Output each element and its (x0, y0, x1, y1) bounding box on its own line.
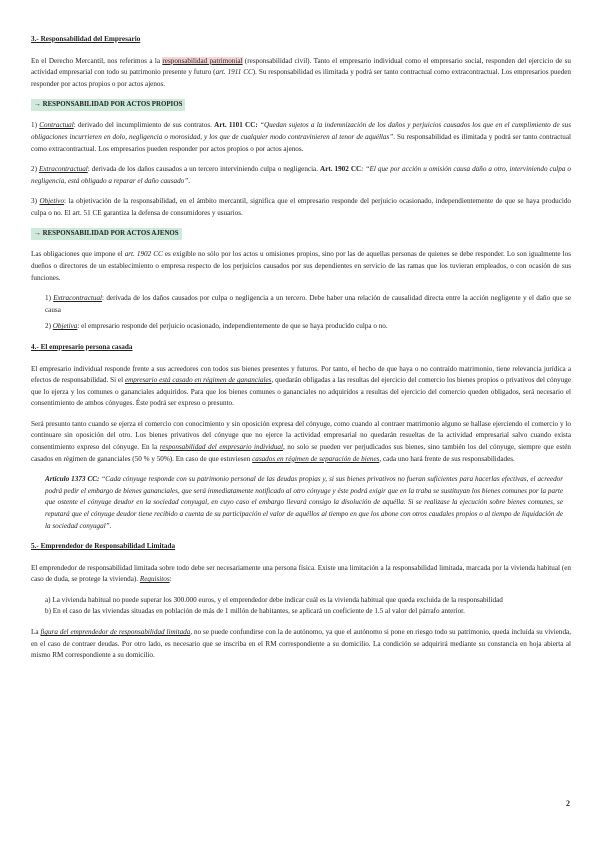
list-item: b) En el caso de las viviendas situadas en población de más de 1 millón de habitantes, se aplicará un coeficiente de 1.5 al valor del párrafo anterior. (45, 607, 465, 616)
document-page (31, 34, 571, 662)
responsabilidad-patrimonial-highlight: responsabilidad patrimonial (162, 56, 243, 65)
section-3-title: 3.- Responsabilidad del Empresario (31, 35, 141, 43)
heading-actos-ajenos: → RESPONSABILIDAD POR ACTOS AJENOS (31, 228, 182, 240)
s3-ajenos-2: 2) Objetiva: el empresario responde del perjuicio ocasionado, independientemente de que se haya producido culpa o no. (45, 322, 388, 331)
s5-para-1: El emprendedor de responsabilidad limitada sobre todo debe ser necesariamente una persona física. Existe una limitación a la responsabilidad limitada, marcada por la vivienda habitual (en caso de duda, se protege la vivienda). Requisitos: (31, 563, 571, 584)
s4-article-1373: Artículo 1373 CC: “Cada cónyuge responde con su patrimonio personal de las deudas propias y, si sus bienes privativos no fueran suficientes para hacerlas efectivas, el acreedor podrá pedir el embargo de bienes gananciales, que será inmediatamente notificado al otro cónyuge y éste podrá exigir que en la traba se sustituyan los bienes comunes por la parte que ostente el cónyuge deudor en la sociedad conyugal, en cuyo caso el embargo llevará consigo la disolución de aquélla. Si se realizase la ejecución sobre bienes comunes, se reputará que el cónyuge deudor tiene recibido a cuenta de su participación el valor de aquéllos al tiempo en que los abone con otros caudales propios o al tiempo de liquidación de la sociedad conyugal”. (45, 475, 563, 530)
s3-propios-2: 2) Extracontractual: derivada de los daños causados a un tercero interviniendo culpa o negligencia. Art. 1902 CC: “El que por acción u omisión causa daño a otro, interviniendo culpa o negligencia, está obligado a reparar el daño causado”. (31, 165, 571, 185)
s5-para-2: La figura del emprendedor de responsabilidad limitada, no se puede confundirse con la de autónomo, ya que el autónomo si pone en riesgo todo su patrimonio, queda incluida su vivienda, en el caso de contraer deudas. Por otro lado, es necesario que se inscriba en el RM correspondiente a su domicilio. La condición se adquirirá mediante su constancia en hoja abierta al mismo RM correspondiente a su domicilio. (31, 628, 571, 660)
list-item: a) La vivienda habitual no puede superar los 300.000 euros, y el emprendedor debe indicar cuál es la vivienda habitual que queda excluida de la responsabilidad (45, 595, 503, 604)
s3-propios-1: 1) Contractual: derivado del incumplimiento de sus contratos. Art. 1101 CC: “Quedan sujetos a la indemnización de los daños y perjuicios causados los que en el cumplimiento de sus obligaciones incurrieren en dolo, negligencia o morosidad, y los que de cualquier modo contravinieren al tenor de aquéllas”. Su responsabilidad es ilimitada y podrá ser tanto contractual como extracontractual. Los empresarios pueden responder por actos propios o por actos ajenos. (31, 121, 572, 153)
s4-para-1: El empresario individual responde frente a sus acreedores con todos sus bienes presentes y futuros. Por tanto, el hecho de que haya o no contraído matrimonio, tiene relevancia jurídica a efectos de responsabilidad. Si el empresario está casado en régimen de gananciales, quedarán obligadas a las resultas del ejercicio del comercio los bienes propios o privativos del cónyuge que lo ejerza y los comunes o gananciales adquiridos. Para que los bienes comunes o gananciales no adquiridos a resultas del ejercicio del comercio queden obligados, será necesario el consentimiento de ambos cónyuges. Éste podrá ser expreso o presunto. (31, 364, 571, 408)
s3-intro: En el Derecho Mercantil, nos referimos a la responsabilidad patrimonial (responsabilidad civil). Tanto el empresario individual como el empresario social, responden del ejercicio de su actividad empresarial con todo su patrimonio presente y futuro (art. 1911 CC). Su responsabilidad es ilimitada y podrá ser tanto contractual como extracontractual. Los empresarios pueden responder por actos propios o por actos ajenos. (31, 56, 572, 88)
s3-ajenos-intro: Las obligaciones que impone el art. 1902 CC es exigible no sólo por los actos u omisiones propios, sino por las de aquellas personas de quienes se debe responder. Lo son igualmente los dueños o directores de un establecimiento o empresa respecto de los perjuicios causados por sus dependientes en servicio de las ramas que los tuvieran empleados, o con ocasión de sus funciones. (31, 250, 571, 282)
s4-para-2: Será presunto tanto cuando se ejerza el comercio con conocimiento y sin oposición expresa del cónyuge, como cuando al contraer matrimonio alguno se hallase ejerciendo el comercio y lo continuare sin oposición del otro. Los bienes privativos del cónyuge que no ejerce la actividad empresarial no quedarán resueltas de la actividad empresarial salvo cuando exista consentimiento expreso del cónyuge. En la responsabilidad del empresario individual, no solo se pueden ver perjudicados sus bienes, sino también los del cónyuge, siempre que estén casados en régimen de gananciales (50 % y 50%). En caso de que estuviesen casados en régimen de separación de bienes, cada uno hará frente de sus responsabilidades. (31, 419, 571, 463)
section-4-title: 4.- El empresario persona casada (31, 342, 133, 351)
s5-requisitos-list (31, 595, 571, 618)
section-5-title: 5.- Emprendedor de Responsabilidad Limitada (31, 542, 176, 551)
page-number: 2 (566, 799, 570, 808)
heading-actos-propios: → RESPONSABILIDAD POR ACTOS PROPIOS (31, 99, 185, 111)
s3-propios-3: 3) Objetivo: la objetivación de la responsabilidad, en el ámbito mercantil, significa que el empresario responde del perjuicio ocasionado, independientemente de que se haya producido culpa o no. El art. 51 CE garantiza la defensa de consumidores y usuarios. (31, 197, 571, 217)
s3-ajenos-1: 1) Extracontractual: derivada de los daños causados por culpa o negligencia a un tercero. Debe haber una relación de causalidad directa entre la acción negligente y el daño que se causa (45, 294, 571, 314)
